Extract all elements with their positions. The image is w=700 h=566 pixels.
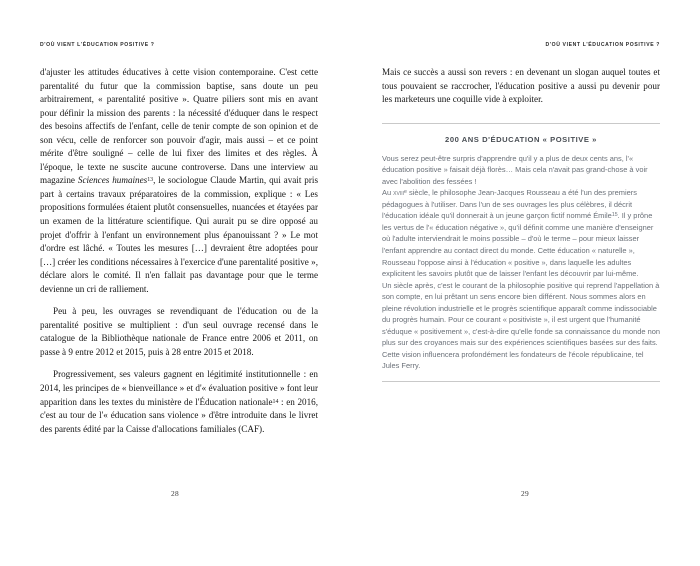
paragraph-3 — [40, 368, 318, 436]
page-right — [350, 0, 700, 566]
paragraph-1 — [40, 66, 318, 296]
footnote-marker-14: 14 — [272, 398, 279, 405]
folio-right: 29 — [521, 489, 529, 498]
left-text-column — [40, 66, 318, 436]
sidebar-paragraph-2 — [382, 187, 660, 279]
sidebar-p2-text-c: . Il y prône les vertus de l'« éducation négative », qu'il définit comme une manière d'enseigner où l'adulte interviendrait le moins possible – d'où le terme – pour mieux laisser l'enfant apprendre au contact direct du monde. Cette éducation « naturelle », Rousseau l'oppose ainsi à l'éducation « positive », dans laquelle les adultes explicitent les savoirs plutôt que de laisser l'enfant les découvrir par lui-même. — [382, 211, 654, 279]
paragraph-1-text-a: d'ajuster les attitudes éducatives à cette vision contemporaine. C'est cette parentalité du futur que la commission baptise, sans doute un peu arbitrairement, « parentalité positive ». Quatre piliers sont mis en avant pour définir la mission des parents : la nécessité d'éduquer dans le respect des besoins affectifs de l'enfant, celle de tenir compte de son opinion et de son vécu, celle de renforcer son pouvoir d'agir, mais aussi – et ce point mérite d'être souligné – celle de lui fixer des limites et des règles. À l'époque, le texte ne suscite aucune controverse. Dans une interview au magazine — [40, 67, 318, 186]
sidebar-title: 200 ANS D'ÉDUCATION « POSITIVE » — [445, 134, 597, 144]
running-head-right: D'OÙ VIENT L'ÉDUCATION POSITIVE ? — [545, 42, 660, 48]
sidebar-box — [382, 123, 660, 382]
century-roman-numeral: xviii — [393, 188, 405, 198]
paragraph-2: Peu à peu, les ouvrages se revendiquant de l'éducation ou de la parentalité positive se multiplient : d'un seul ouvrage recensé dans le catalogue de la Bibliothèque nationale de France entre 2006 et 2011, on passe à 9 entre 2012 et 2015, puis à 28 entre 2015 et 2018. — [40, 306, 318, 357]
paragraph-1-italic-title: Sciences humaines — [77, 175, 148, 186]
paragraph-1-text-b: , le sociologue Claude Martin, qui avait pris part à certains travaux préparatoires de la commission, explique : « Les propositions formulées étaient plutôt consensuelles, nuancées et étayées par un examen de la littérature scientifique. Qui aurait pu se dire opposé au projet d'offrir à l'enfant un environnement plus épanouissant ? » Le mot d'ordre est lâché. « Toutes les mesures […] devraient être adoptées pour […] créer les conditions nécessaires à l'exercice d'une parentalité positive », déclare alors le comité. Il n'en fallait pas davantage pour que le terme devienne un cri de ralliement. — [40, 175, 318, 294]
sidebar-p2-text-a: Au — [382, 188, 394, 198]
right-text-column — [382, 66, 660, 107]
century-ordinal-suffix: e — [404, 189, 407, 196]
footnote-marker-13: 13 — [147, 177, 154, 184]
sidebar-paragraph-3: Un siècle après, c'est le courant de la philosophie positive qui reprend l'appellation à son compte, en lui prêtant un sens encore bien différent. Nous sommes alors en pleine révolution industrielle et le progrès scientifique apparaît comme indissociable du progrès humain. Pour ce courant « positiviste », il est urgent que l'humanité s'éduque « positivement », c'est-à-dire qu'elle fonde sa connaissance du monde non plus sur des croyances mais sur des expériences scientifiques basées sur des faits. Cette vision influencera profondément les fondateurs de l'école républicaine, tel Jules Ferry. — [382, 280, 660, 371]
paragraph-4: Mais ce succès a aussi son revers : en devenant un slogan auquel toutes et tous pouvaient se raccrocher, l'éducation positive a aussi pu devenir pour les marketeurs une coquille vide à exploiter. — [382, 67, 660, 105]
sidebar-paragraph-1: Vous serez peut-être surpris d'apprendre qu'il y a plus de deux cents ans, l'« éducation positive » faisait déjà florès… Mais cela n'avait pas grand-chose à voir avec l'abolition des fessées ! — [382, 153, 648, 186]
footnote-marker-15: 15 — [611, 212, 618, 219]
running-head-left: D'OÙ VIENT L'ÉDUCATION POSITIVE ? — [40, 42, 155, 48]
paragraph-3-text-a: Progressivement, ses valeurs gagnent en légitimité institutionnelle : en 2014, les principes de « bienveillance » et d'« évaluation positive » font leur apparition dans les textes du ministère de l'Éducation nationale — [40, 369, 318, 407]
folio-left: 28 — [171, 489, 179, 498]
sidebar-p2-text-b: siècle, le philosophe Jean-Jacques Rousseau a été l'un des premiers pédagogues à l'utiliser. Dans l'un de ses ouvrages les plus célèbres, il décrit l'éducation idéale qu'il donnerait à un jeune garçon fictif nommé Émile — [382, 188, 637, 221]
paragraph-3-text-b: : en 2016, c'est au tour de l'« éducation sans violence » d'être introduite dans le livret des parents édité par la Caisse d'allocations familiales (CAF). — [40, 396, 319, 434]
